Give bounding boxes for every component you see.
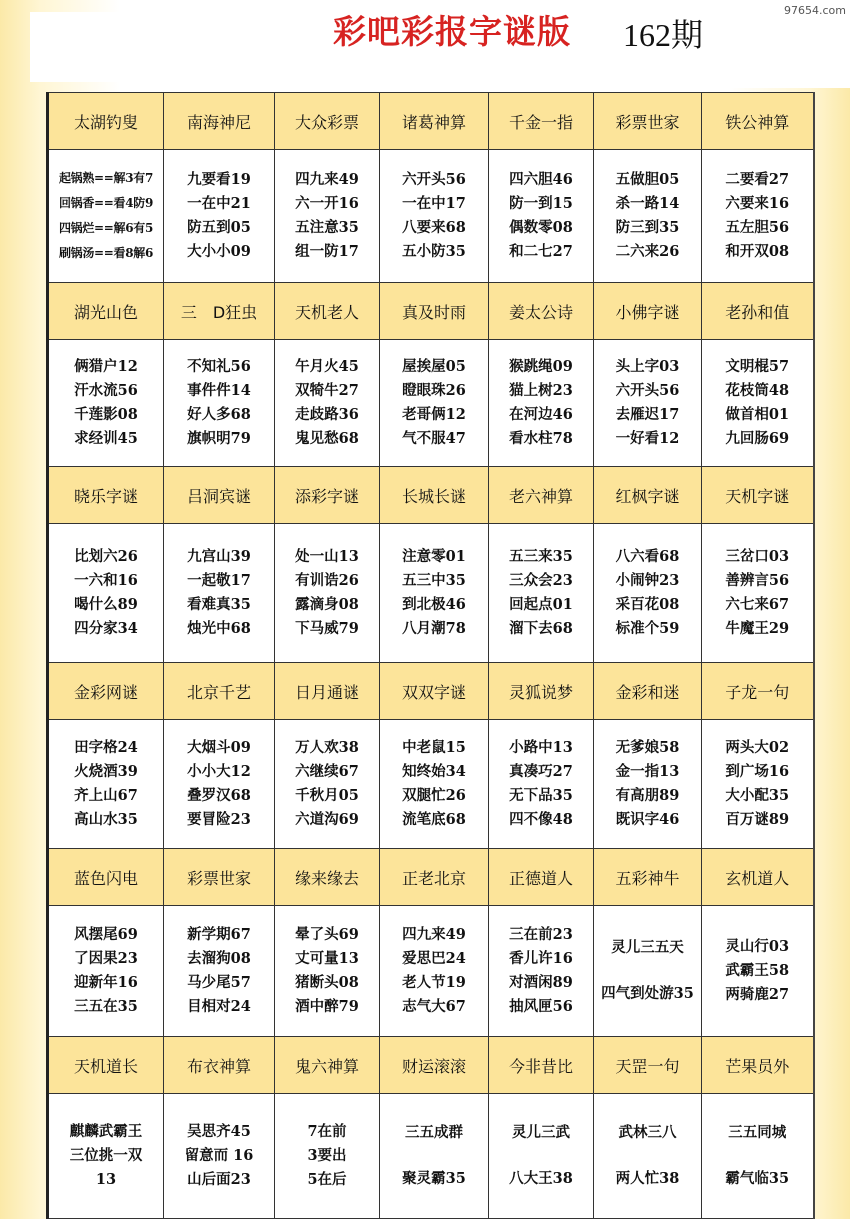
column-header: 财运滚滚 bbox=[380, 1037, 489, 1094]
column-header: 灵狐说梦 bbox=[489, 663, 594, 720]
prediction-line: 猪断头08 bbox=[295, 974, 359, 991]
prediction-line: 到广场16 bbox=[725, 763, 790, 780]
prediction-line: 溜下去68 bbox=[509, 620, 573, 637]
prediction-line: 四九来49 bbox=[295, 171, 359, 188]
prediction-line: 头上字03 bbox=[615, 358, 680, 375]
prediction-line: 两骑鹿27 bbox=[725, 986, 790, 1003]
header-row bbox=[48, 283, 814, 340]
prediction-row bbox=[48, 906, 814, 1037]
prediction-line: 山后面23 bbox=[187, 1171, 251, 1188]
prediction-line: 一起敬17 bbox=[187, 572, 251, 589]
prediction-line: 午月火45 bbox=[295, 358, 359, 375]
prediction-line: 四气到处游35 bbox=[601, 985, 694, 1002]
prediction-cell bbox=[48, 906, 164, 1037]
prediction-line: 六七来67 bbox=[725, 596, 790, 613]
column-header: 南海神尼 bbox=[164, 93, 275, 150]
prediction-line: 喝什么89 bbox=[74, 596, 138, 613]
prediction-cell bbox=[48, 1094, 164, 1219]
prediction-line: 注意零01 bbox=[402, 548, 466, 565]
prediction-line: 六开头56 bbox=[402, 171, 466, 188]
column-header: 天机老人 bbox=[275, 283, 380, 340]
prediction-cell bbox=[48, 524, 164, 663]
prediction-line: 5在后 bbox=[307, 1171, 347, 1188]
prediction-cell bbox=[275, 340, 380, 467]
column-header: 老六神算 bbox=[489, 467, 594, 524]
column-header: 北京千艺 bbox=[164, 663, 275, 720]
prediction-line: 两人忙38 bbox=[615, 1170, 680, 1187]
prediction-line: 事件件14 bbox=[187, 382, 251, 399]
prediction-line: 八六看68 bbox=[615, 548, 680, 565]
prediction-cell bbox=[702, 720, 814, 849]
prediction-line: 叠罗汉68 bbox=[187, 787, 251, 804]
prediction-cell bbox=[594, 720, 702, 849]
prediction-line: 和开双08 bbox=[725, 243, 790, 260]
column-header: 铁公神算 bbox=[702, 93, 814, 150]
prediction-line: 三五成群 bbox=[405, 1124, 463, 1141]
prediction-cell bbox=[275, 1094, 380, 1219]
prediction-cell bbox=[594, 340, 702, 467]
prediction-line: 万人欢38 bbox=[295, 739, 359, 756]
prediction-line: 二要看27 bbox=[725, 171, 790, 188]
prediction-line: 旗帜明79 bbox=[187, 430, 251, 447]
prediction-line: 标准个59 bbox=[615, 620, 680, 637]
prediction-line: 汗水流56 bbox=[74, 382, 138, 399]
prediction-line: 对酒闲89 bbox=[509, 974, 573, 991]
prediction-line: 气不服47 bbox=[402, 430, 466, 447]
column-header: 缘来缘去 bbox=[275, 849, 380, 906]
prediction-line: 到北极46 bbox=[402, 596, 466, 613]
prediction-cell bbox=[702, 150, 814, 283]
prediction-line: 采百花08 bbox=[615, 596, 680, 613]
header-row bbox=[48, 467, 814, 524]
prediction-line: 双犄牛27 bbox=[295, 382, 359, 399]
prediction-line: 既识字46 bbox=[615, 811, 680, 828]
prediction-line: 无下品35 bbox=[509, 787, 573, 804]
prediction-line: 刷锅汤==看8解6 bbox=[58, 246, 154, 260]
prediction-cell bbox=[275, 524, 380, 663]
prediction-line: 小小大12 bbox=[187, 763, 251, 780]
prediction-line: 有训诰26 bbox=[295, 572, 359, 589]
column-header: 今非昔比 bbox=[489, 1037, 594, 1094]
prediction-line: 田字格24 bbox=[74, 739, 138, 756]
prediction-line: 八大王38 bbox=[509, 1170, 573, 1187]
prediction-line: 处一山13 bbox=[295, 548, 359, 565]
column-header: 姜太公诗 bbox=[489, 283, 594, 340]
column-header: 正老北京 bbox=[380, 849, 489, 906]
column-header: 红枫字谜 bbox=[594, 467, 702, 524]
prediction-line: 俩猎户12 bbox=[74, 358, 138, 375]
prediction-line: 老人节19 bbox=[402, 974, 466, 991]
prediction-line: 四锅烂==解6有5 bbox=[58, 221, 154, 235]
prediction-line: 回锅香==看4防9 bbox=[58, 196, 154, 210]
prediction-line: 马少尾57 bbox=[187, 974, 251, 991]
prediction-line: 六要来16 bbox=[725, 195, 790, 212]
column-header: 老孙和值 bbox=[702, 283, 814, 340]
prediction-line: 留意而 16 bbox=[184, 1147, 254, 1164]
prediction-line: 三在前23 bbox=[509, 926, 573, 943]
prediction-cell bbox=[164, 720, 275, 849]
prediction-line: 三岔口03 bbox=[725, 548, 790, 565]
column-header: 天机字谜 bbox=[702, 467, 814, 524]
prediction-cell bbox=[164, 150, 275, 283]
prediction-line: 去溜狗08 bbox=[187, 950, 251, 967]
prediction-line: 一好看12 bbox=[615, 430, 680, 447]
prediction-line: 武林三八 bbox=[618, 1124, 677, 1141]
prediction-line: 比划六26 bbox=[74, 548, 138, 565]
column-header: 金彩和迷 bbox=[594, 663, 702, 720]
prediction-cell bbox=[164, 906, 275, 1037]
prediction-line: 回起点01 bbox=[509, 596, 573, 613]
prediction-line: 有高朋89 bbox=[615, 787, 680, 804]
prediction-line: 齐上山67 bbox=[74, 787, 138, 804]
prediction-line: 防五到05 bbox=[187, 219, 251, 236]
prediction-cell bbox=[489, 150, 594, 283]
prediction-line: 猫上树23 bbox=[509, 382, 573, 399]
prediction-line: 丈可量13 bbox=[295, 950, 359, 967]
column-header: 五彩神牛 bbox=[594, 849, 702, 906]
prediction-cell bbox=[275, 906, 380, 1037]
prediction-line: 风摆尾69 bbox=[74, 926, 138, 943]
prediction-line: 要冒险23 bbox=[187, 811, 251, 828]
prediction-line: 杀一路14 bbox=[615, 195, 680, 212]
column-header: 长城长谜 bbox=[380, 467, 489, 524]
prediction-cell bbox=[48, 340, 164, 467]
column-header: 彩票世家 bbox=[164, 849, 275, 906]
prediction-line: 大小配35 bbox=[725, 787, 790, 804]
prediction-line: 求经训45 bbox=[74, 430, 138, 447]
prediction-line: 五注意35 bbox=[295, 219, 359, 236]
prediction-line: 二六来26 bbox=[615, 243, 680, 260]
prediction-line: 新学期67 bbox=[187, 926, 251, 943]
prediction-cell bbox=[164, 1094, 275, 1219]
prediction-line: 露滴身08 bbox=[295, 596, 359, 613]
prediction-line: 霸气临35 bbox=[725, 1170, 790, 1187]
prediction-line: 一在中21 bbox=[187, 195, 251, 212]
column-header: 子龙一句 bbox=[702, 663, 814, 720]
prediction-line: 牛魔王29 bbox=[725, 620, 790, 637]
prediction-line: 五小防35 bbox=[402, 243, 466, 260]
column-header: 太湖钓叟 bbox=[48, 93, 164, 150]
prediction-line: 三众会23 bbox=[509, 572, 573, 589]
prediction-line: 三位挑一双 bbox=[69, 1147, 143, 1164]
column-header: 添彩字谜 bbox=[275, 467, 380, 524]
prediction-line: 两头大02 bbox=[725, 739, 790, 756]
prediction-line: 六开头56 bbox=[615, 382, 680, 399]
prediction-cell bbox=[275, 720, 380, 849]
prediction-line: 偶数零08 bbox=[509, 219, 573, 236]
prediction-line: 小闹钟23 bbox=[615, 572, 680, 589]
prediction-cell bbox=[594, 524, 702, 663]
prediction-line: 烛光中68 bbox=[187, 620, 251, 637]
prediction-cell bbox=[489, 1094, 594, 1219]
prediction-line: 善辨言56 bbox=[725, 572, 790, 589]
prediction-line: 3要出 bbox=[307, 1147, 347, 1164]
prediction-cell bbox=[594, 1094, 702, 1219]
prediction-line: 下马威79 bbox=[295, 620, 359, 637]
column-header: 吕洞宾谜 bbox=[164, 467, 275, 524]
prediction-line: 五三来35 bbox=[509, 548, 573, 565]
prediction-line: 九回肠69 bbox=[725, 430, 790, 447]
prediction-line: 爱思巴24 bbox=[402, 950, 466, 967]
prediction-cell bbox=[702, 906, 814, 1037]
prediction-cell bbox=[380, 340, 489, 467]
blank-panel-center bbox=[362, 58, 606, 88]
prediction-line: 走歧路36 bbox=[295, 406, 359, 423]
prediction-line: 不知礼56 bbox=[187, 358, 251, 375]
column-header: 天机道长 bbox=[48, 1037, 164, 1094]
prediction-cell bbox=[380, 906, 489, 1037]
prediction-line: 九宫山39 bbox=[187, 548, 251, 565]
prediction-cell bbox=[489, 720, 594, 849]
prediction-cell bbox=[48, 150, 164, 283]
prediction-line: 火烧酒39 bbox=[74, 763, 138, 780]
prediction-line: 吴思齐45 bbox=[187, 1123, 251, 1140]
header-row bbox=[48, 93, 814, 150]
prediction-line: 猴跳绳09 bbox=[509, 358, 573, 375]
prediction-cell bbox=[380, 524, 489, 663]
prediction-line: 流笔底68 bbox=[402, 811, 466, 828]
column-header: 金彩网谜 bbox=[48, 663, 164, 720]
prediction-cell bbox=[702, 524, 814, 663]
prediction-line: 高山水35 bbox=[74, 811, 138, 828]
page-title: 彩吧彩报字谜版 bbox=[333, 12, 571, 51]
prediction-line: 一在中17 bbox=[402, 195, 466, 212]
prediction-row bbox=[48, 150, 814, 283]
prediction-line: 灵儿三武 bbox=[512, 1124, 570, 1141]
prediction-line: 千莲影08 bbox=[74, 406, 138, 423]
issue-number: 162期 bbox=[623, 17, 704, 53]
prediction-row bbox=[48, 340, 814, 467]
prediction-line: 四不像48 bbox=[509, 811, 573, 828]
column-header: 千金一指 bbox=[489, 93, 594, 150]
prediction-row bbox=[48, 720, 814, 849]
prediction-line: 组一防17 bbox=[295, 243, 359, 260]
prediction-line: 六一开16 bbox=[295, 195, 359, 212]
prediction-line: 晕了头69 bbox=[295, 926, 359, 943]
prediction-line: 香儿许16 bbox=[509, 950, 573, 967]
header-row bbox=[48, 849, 814, 906]
column-header: 芒果员外 bbox=[702, 1037, 814, 1094]
watermark: 97654.com bbox=[784, 4, 846, 17]
prediction-line: 百万谜89 bbox=[725, 811, 790, 828]
prediction-cell bbox=[48, 720, 164, 849]
prediction-line: 金一指13 bbox=[615, 763, 680, 780]
prediction-row bbox=[48, 1094, 814, 1219]
column-header: 布衣神算 bbox=[164, 1037, 275, 1094]
prediction-line: 屋挨屋05 bbox=[402, 358, 466, 375]
column-header: 双双字谜 bbox=[380, 663, 489, 720]
prediction-line: 大小小09 bbox=[187, 243, 251, 260]
riddle-grid bbox=[46, 92, 815, 1219]
column-header: 彩票世家 bbox=[594, 93, 702, 150]
prediction-line: 五左胆56 bbox=[725, 219, 790, 236]
prediction-line: 四分家34 bbox=[74, 620, 138, 637]
column-header: 玄机道人 bbox=[702, 849, 814, 906]
prediction-line: 一六和16 bbox=[74, 572, 138, 589]
blank-panel-left bbox=[30, 12, 265, 82]
prediction-cell bbox=[489, 906, 594, 1037]
prediction-line: 四六胆46 bbox=[509, 171, 573, 188]
prediction-cell bbox=[164, 524, 275, 663]
prediction-line: 中老鼠15 bbox=[402, 739, 466, 756]
prediction-line: 武霸王58 bbox=[725, 962, 790, 979]
prediction-line: 双腿忙26 bbox=[402, 787, 466, 804]
column-header: 蓝色闪电 bbox=[48, 849, 164, 906]
prediction-line: 文明棍57 bbox=[725, 358, 790, 375]
column-header: 湖光山色 bbox=[48, 283, 164, 340]
prediction-cell bbox=[164, 340, 275, 467]
prediction-line: 麒麟武霸王 bbox=[69, 1123, 143, 1140]
prediction-line: 看难真35 bbox=[187, 596, 251, 613]
prediction-line: 八月潮78 bbox=[402, 620, 466, 637]
prediction-line: 迎新年16 bbox=[74, 974, 138, 991]
prediction-line: 看水柱78 bbox=[509, 430, 573, 447]
prediction-cell bbox=[380, 720, 489, 849]
prediction-line: 去雁迟17 bbox=[615, 406, 680, 423]
prediction-line: 志气大67 bbox=[402, 998, 466, 1015]
column-header: 三 D狂虫 bbox=[164, 283, 275, 340]
prediction-cell bbox=[489, 340, 594, 467]
prediction-line: 在河边46 bbox=[509, 406, 573, 423]
header-row bbox=[48, 1037, 814, 1094]
prediction-line: 真凑巧27 bbox=[509, 763, 573, 780]
prediction-line: 六继续67 bbox=[295, 763, 359, 780]
prediction-line: 三五在35 bbox=[74, 998, 138, 1015]
prediction-line: 好人多68 bbox=[187, 406, 251, 423]
column-header: 正德道人 bbox=[489, 849, 594, 906]
prediction-line: 四九来49 bbox=[402, 926, 466, 943]
prediction-line: 知终始34 bbox=[402, 763, 466, 780]
prediction-line: 老哥俩12 bbox=[402, 406, 466, 423]
prediction-line: 大烟斗09 bbox=[187, 739, 251, 756]
column-header: 诸葛神算 bbox=[380, 93, 489, 150]
prediction-cell bbox=[594, 906, 702, 1037]
prediction-cell bbox=[275, 150, 380, 283]
prediction-line: 聚灵霸35 bbox=[402, 1170, 466, 1187]
prediction-line: 防一到15 bbox=[509, 195, 573, 212]
column-header: 日月通谜 bbox=[275, 663, 380, 720]
prediction-cell bbox=[702, 340, 814, 467]
prediction-line: 灵山行03 bbox=[725, 938, 790, 955]
prediction-cell bbox=[380, 150, 489, 283]
header-row bbox=[48, 663, 814, 720]
prediction-line: 抽风匣56 bbox=[509, 998, 573, 1015]
prediction-line: 瞪眼珠26 bbox=[402, 382, 466, 399]
prediction-line: 起锅熟==解3有7 bbox=[58, 171, 154, 185]
prediction-line: 八要来68 bbox=[402, 219, 466, 236]
prediction-line: 和二七27 bbox=[509, 243, 573, 260]
prediction-line: 五做胆05 bbox=[615, 171, 680, 188]
prediction-cell bbox=[489, 524, 594, 663]
prediction-line: 小路中13 bbox=[509, 739, 573, 756]
prediction-line: 九要看19 bbox=[187, 171, 251, 188]
grid-body bbox=[48, 93, 814, 1219]
prediction-line: 13 bbox=[95, 1171, 117, 1188]
prediction-line: 花枝筒48 bbox=[725, 382, 790, 399]
prediction-line: 六道沟69 bbox=[295, 811, 359, 828]
column-header: 晓乐字谜 bbox=[48, 467, 164, 524]
column-header: 小佛字谜 bbox=[594, 283, 702, 340]
prediction-line: 五三中35 bbox=[402, 572, 466, 589]
prediction-cell bbox=[594, 150, 702, 283]
column-header: 鬼六神算 bbox=[275, 1037, 380, 1094]
prediction-line: 酒中醉79 bbox=[295, 998, 359, 1015]
prediction-line: 鬼见愁68 bbox=[295, 430, 359, 447]
prediction-line: 无爹娘58 bbox=[615, 739, 680, 756]
column-header: 大众彩票 bbox=[275, 93, 380, 150]
prediction-line: 三五同城 bbox=[728, 1124, 787, 1141]
column-header: 天罡一句 bbox=[594, 1037, 702, 1094]
prediction-line: 防三到35 bbox=[615, 219, 680, 236]
prediction-line: 了因果23 bbox=[74, 950, 138, 967]
prediction-cell bbox=[380, 1094, 489, 1219]
column-header: 真及时雨 bbox=[380, 283, 489, 340]
prediction-line: 目相对24 bbox=[187, 998, 251, 1015]
prediction-line: 做首相01 bbox=[725, 406, 790, 423]
prediction-line: 千秋月05 bbox=[295, 787, 359, 804]
prediction-row bbox=[48, 524, 814, 663]
prediction-line: 7在前 bbox=[307, 1123, 347, 1140]
prediction-line: 灵儿三五天 bbox=[611, 939, 684, 956]
prediction-cell bbox=[702, 1094, 814, 1219]
